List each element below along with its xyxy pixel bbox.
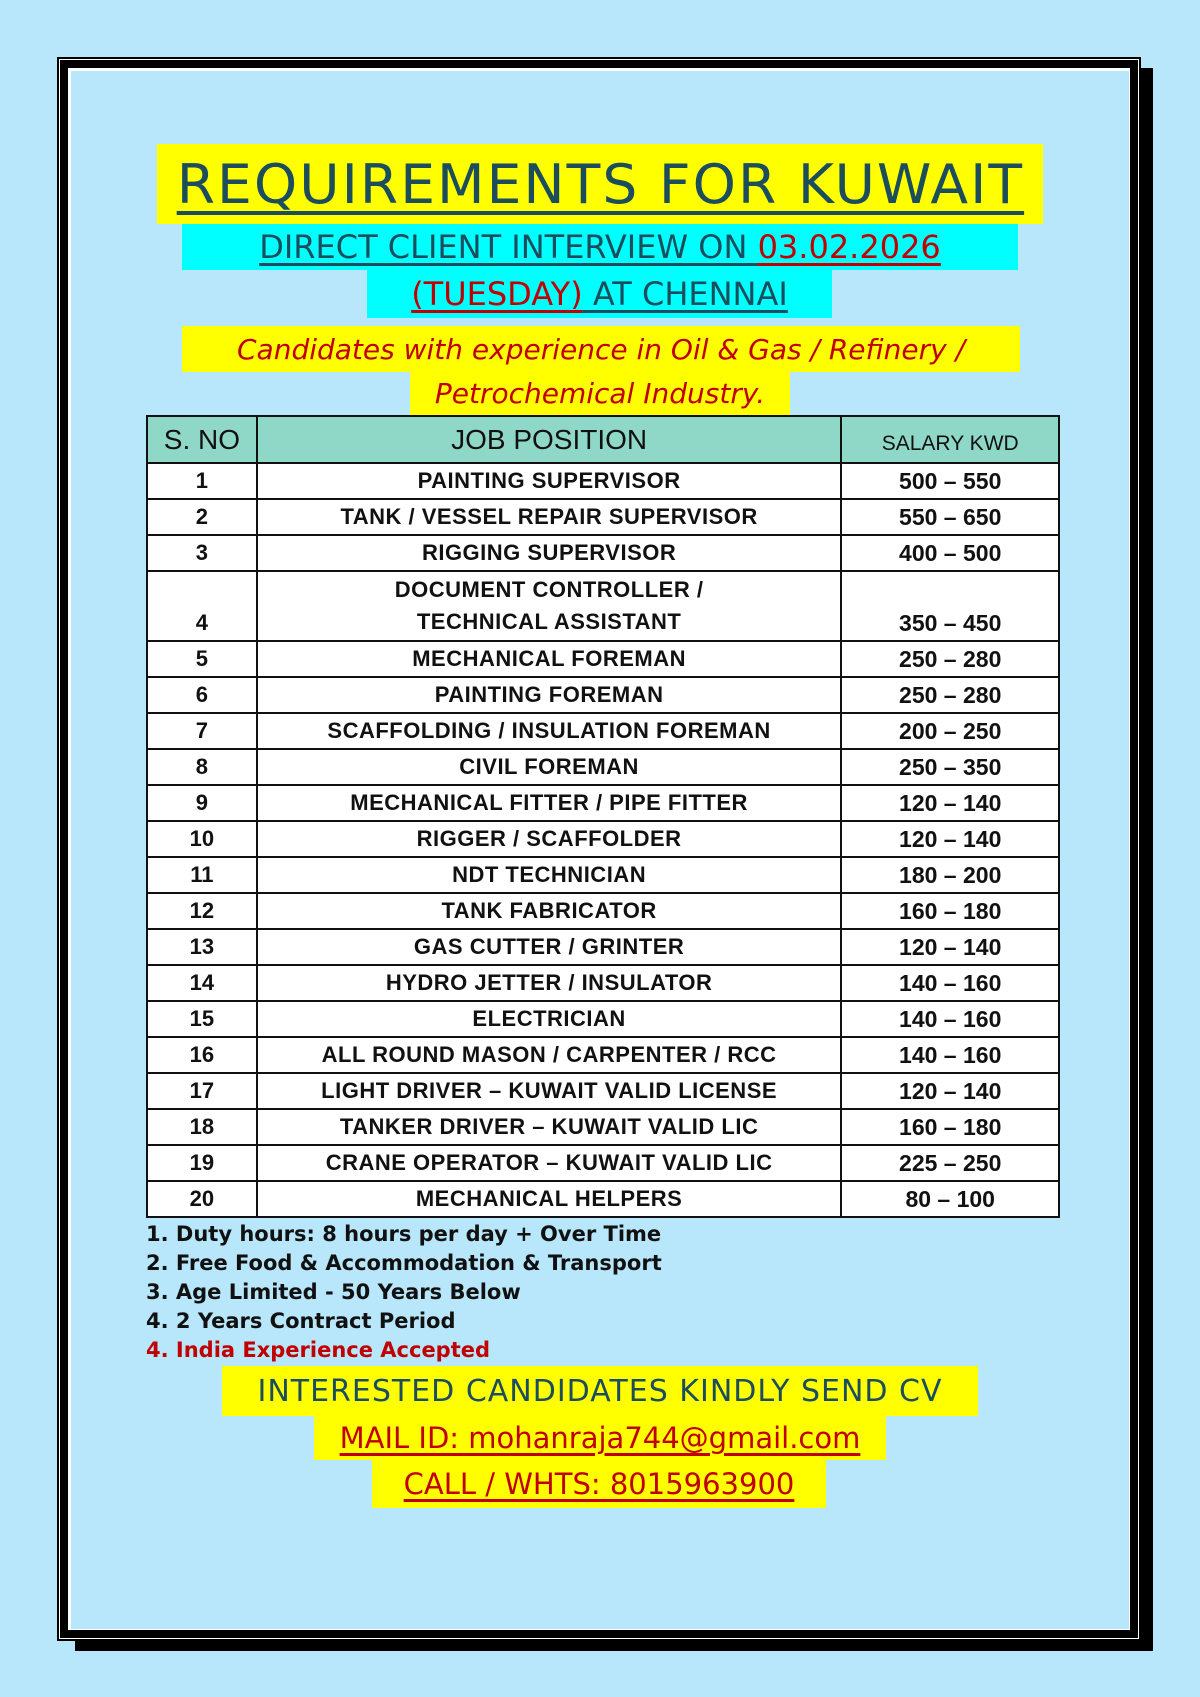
salary-range: 250 – 280 [841, 677, 1059, 713]
job-position [257, 571, 842, 641]
row-number: 9 [147, 785, 257, 821]
jobs-table [146, 415, 1060, 1218]
row-number: 18 [147, 1109, 257, 1145]
table-row [147, 929, 1059, 965]
salary-range: 400 – 500 [841, 535, 1059, 571]
row-number: 19 [147, 1145, 257, 1181]
table-row [147, 713, 1059, 749]
table-row [147, 535, 1059, 571]
table-row [147, 641, 1059, 677]
cta-banner [222, 1366, 978, 1416]
row-number: 1 [147, 463, 257, 499]
job-position: TANK FABRICATOR [257, 893, 842, 929]
salary-range: 200 – 250 [841, 713, 1059, 749]
salary-range: 160 – 180 [841, 893, 1059, 929]
row-number: 4 [147, 571, 257, 641]
table-row [147, 1109, 1059, 1145]
table-header-row [147, 416, 1059, 463]
job-position: ELECTRICIAN [257, 1001, 842, 1037]
experience-text-line1: Candidates with experience in Oil & Gas / Refinery / [236, 332, 965, 366]
page-title: REQUIREMENTS FOR KUWAIT [176, 152, 1024, 216]
job-position: LIGHT DRIVER – KUWAIT VALID LICENSE [257, 1073, 842, 1109]
table-row [147, 857, 1059, 893]
mail-link[interactable]: MAIL ID: mohanraja744@gmail.com [339, 1421, 861, 1455]
job-position: CIVIL FOREMAN [257, 749, 842, 785]
table-row [147, 1145, 1059, 1181]
salary-range: 550 – 650 [841, 499, 1059, 535]
term-item: 2. Free Food & Accommodation & Transport [146, 1251, 662, 1275]
interview-banner [182, 224, 1018, 270]
term-item-highlight: 4. India Experience Accepted [146, 1338, 491, 1362]
table-row [147, 1181, 1059, 1217]
salary-range: 80 – 100 [841, 1181, 1059, 1217]
job-position: TANK / VESSEL REPAIR SUPERVISOR [257, 499, 842, 535]
title-banner [157, 144, 1043, 224]
job-position: TANKER DRIVER – KUWAIT VALID LIC [257, 1109, 842, 1145]
salary-range: 120 – 140 [841, 1073, 1059, 1109]
interview-prefix: DIRECT CLIENT INTERVIEW ON [259, 228, 758, 266]
job-position-line2: TECHNICAL ASSISTANT [416, 609, 682, 634]
table-row [147, 785, 1059, 821]
row-number: 17 [147, 1073, 257, 1109]
interview-day: (TUESDAY) [411, 275, 583, 313]
salary-range: 250 – 280 [841, 641, 1059, 677]
job-position: SCAFFOLDING / INSULATION FOREMAN [257, 713, 842, 749]
table-row [147, 893, 1059, 929]
job-position: CRANE OPERATOR – KUWAIT VALID LIC [257, 1145, 842, 1181]
job-position: MECHANICAL FITTER / PIPE FITTER [257, 785, 842, 821]
table-row [147, 499, 1059, 535]
row-number: 7 [147, 713, 257, 749]
terms-list [146, 1220, 662, 1365]
salary-range: 120 – 140 [841, 821, 1059, 857]
salary-range: 140 – 160 [841, 1037, 1059, 1073]
cta-text: INTERESTED CANDIDATES KINDLY SEND CV [257, 1373, 943, 1409]
term-item: 3. Age Limited - 50 Years Below [146, 1280, 521, 1304]
table-row [147, 1001, 1059, 1037]
salary-range: 160 – 180 [841, 1109, 1059, 1145]
table-row [147, 463, 1059, 499]
experience-text-line2: Petrochemical Industry. [434, 377, 766, 410]
job-position: ALL ROUND MASON / CARPENTER / RCC [257, 1037, 842, 1073]
job-position: RIGGING SUPERVISOR [257, 535, 842, 571]
salary-range: 140 – 160 [841, 965, 1059, 1001]
row-number: 15 [147, 1001, 257, 1037]
row-number: 20 [147, 1181, 257, 1217]
phone-link[interactable]: CALL / WHTS: 8015963900 [403, 1467, 795, 1501]
table-row [147, 677, 1059, 713]
salary-range: 140 – 160 [841, 1001, 1059, 1037]
salary-range: 120 – 140 [841, 785, 1059, 821]
row-number: 16 [147, 1037, 257, 1073]
salary-range: 500 – 550 [841, 463, 1059, 499]
job-position: MECHANICAL HELPERS [257, 1181, 842, 1217]
row-number: 10 [147, 821, 257, 857]
column-header-sno: S. NO [147, 416, 257, 463]
row-number: 8 [147, 749, 257, 785]
interview-day-banner [367, 270, 832, 318]
row-number: 12 [147, 893, 257, 929]
row-number: 13 [147, 929, 257, 965]
experience-banner-line2 [410, 372, 790, 415]
salary-range: 250 – 350 [841, 749, 1059, 785]
interview-location: AT CHENNAI [582, 275, 788, 313]
table-row [147, 965, 1059, 1001]
table-row [147, 571, 1059, 641]
salary-range: 225 – 250 [841, 1145, 1059, 1181]
row-number: 3 [147, 535, 257, 571]
job-position: PAINTING FOREMAN [257, 677, 842, 713]
row-number: 6 [147, 677, 257, 713]
row-number: 2 [147, 499, 257, 535]
row-number: 11 [147, 857, 257, 893]
job-position-line1: DOCUMENT CONTROLLER / [394, 577, 704, 602]
interview-date: 03.02.2026 [757, 228, 941, 266]
job-position: NDT TECHNICIAN [257, 857, 842, 893]
job-position: MECHANICAL FOREMAN [257, 641, 842, 677]
salary-range: 350 – 450 [841, 571, 1059, 641]
job-position: GAS CUTTER / GRINTER [257, 929, 842, 965]
column-header-position: JOB POSITION [257, 416, 842, 463]
table-row [147, 749, 1059, 785]
mail-banner [314, 1416, 886, 1460]
row-number: 14 [147, 965, 257, 1001]
phone-banner [372, 1460, 826, 1508]
salary-range: 120 – 140 [841, 929, 1059, 965]
job-position: PAINTING SUPERVISOR [257, 463, 842, 499]
row-number: 5 [147, 641, 257, 677]
table-row [147, 1073, 1059, 1109]
job-position: RIGGER / SCAFFOLDER [257, 821, 842, 857]
job-position: HYDRO JETTER / INSULATOR [257, 965, 842, 1001]
term-item: 1. Duty hours: 8 hours per day + Over Time [146, 1222, 662, 1246]
table-row [147, 1037, 1059, 1073]
term-item: 4. 2 Years Contract Period [146, 1309, 456, 1333]
experience-banner-line1 [182, 326, 1020, 372]
salary-range: 180 – 200 [841, 857, 1059, 893]
table-row [147, 821, 1059, 857]
column-header-salary: SALARY KWD [841, 416, 1059, 463]
